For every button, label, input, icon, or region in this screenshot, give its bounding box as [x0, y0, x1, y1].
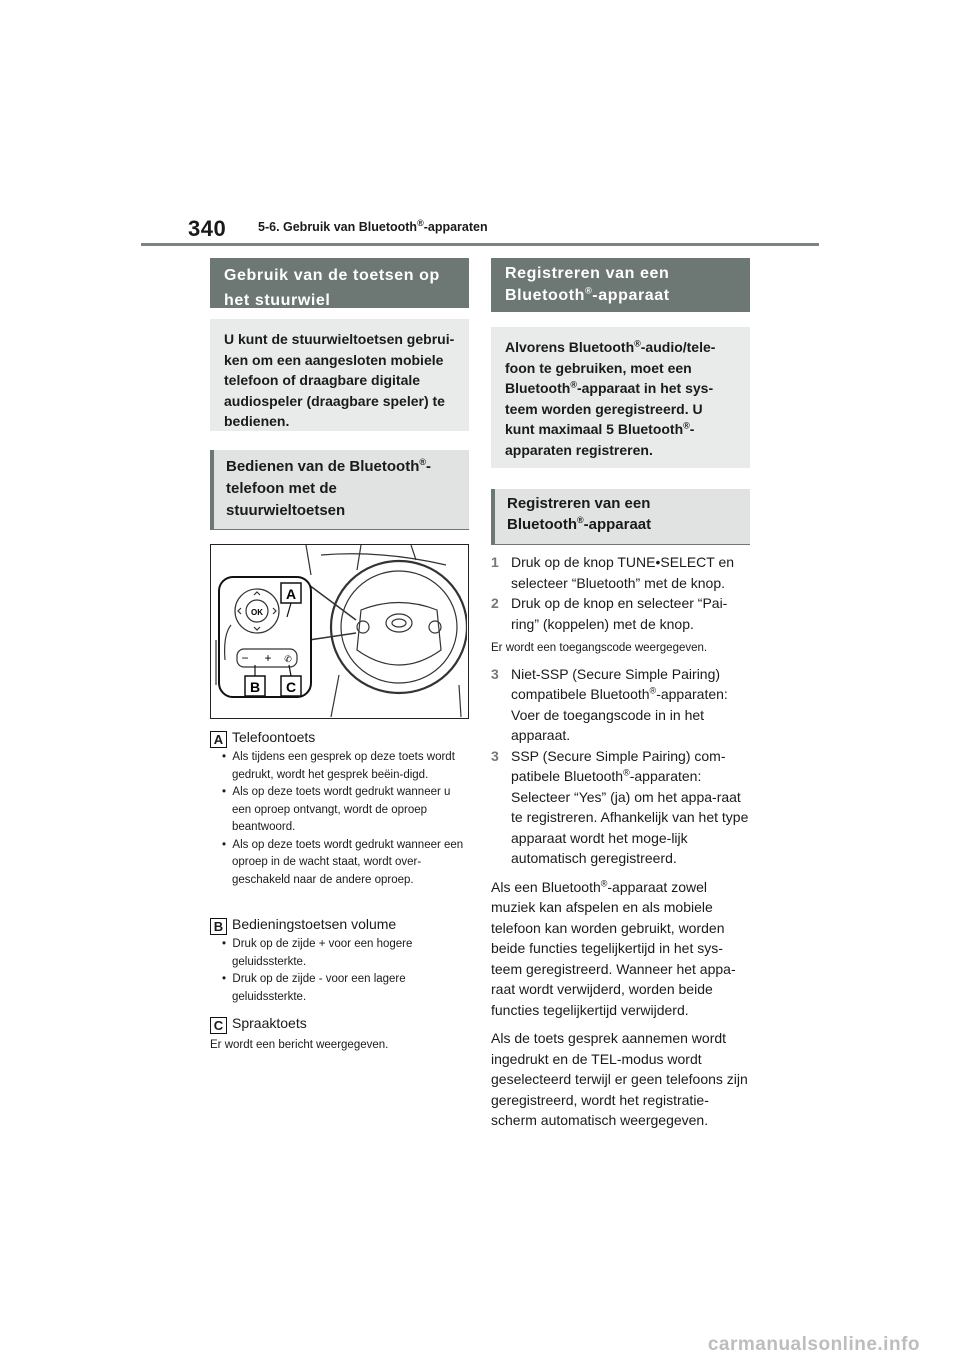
- callout-a: A: [285, 586, 297, 602]
- list-item: • Druk op de zijde - voor een lagere geluidssterkte.: [222, 973, 406, 1003]
- list-item: • Als op deze toets wordt gedrukt wanneer een oproep in de wacht staat, wordt over-geschakeld naar de andere oproep.: [222, 838, 464, 886]
- right-section-title: [491, 258, 750, 312]
- voice-icon: ✆: [284, 654, 292, 664]
- right-subtitle-line2: Bluetooth®-apparaat: [507, 515, 652, 533]
- right-intro: Alvorens Bluetooth®-audio/tele-foon te gebruiken, moet een Bluetooth®-apparaat in het sys-teem worden geregistreerd. U kunt maximaal 5 Bluetooth®-apparaten registreren.: [491, 327, 750, 468]
- header-rule: [141, 243, 819, 246]
- item-a: [210, 727, 469, 748]
- steering-wheel-figure: [210, 544, 469, 719]
- item-b-letter: B: [210, 918, 227, 935]
- right-section-title-line2: Bluetooth®-apparaat: [505, 285, 670, 304]
- callout-b: B: [249, 679, 261, 695]
- subsection-title: Bedienen van de Bluetooth®-telefoon met de stuurwieltoetsen: [210, 450, 469, 530]
- item-a-title: Telefoontoets: [232, 729, 316, 745]
- list-item: • Als tijdens een gesprek op deze toets wordt gedrukt, wordt het gesprek beëin-digd.: [222, 751, 455, 781]
- step-2: 2 Druk op de knop en selecteer “Pai-ring” (koppelen) met de knop.: [491, 595, 728, 632]
- chapter-title: 5-6. Gebruik van Bluetooth®-apparaten: [258, 217, 488, 234]
- item-c-note: Er wordt een bericht weergegeven.: [210, 1039, 389, 1051]
- item-c-letter: C: [210, 1017, 227, 1034]
- registration-steps: [491, 552, 753, 1131]
- step-3a: 3 Niet-SSP (Secure Simple Pairing) compatibele Bluetooth®-apparaten: Voer de toegangscode in in het apparaat.: [491, 665, 728, 743]
- item-c-title: Spraaktoets: [232, 1015, 307, 1031]
- paragraph-1: Als een Bluetooth®-apparaat zowel muziek kan afspelen en als mobiele telefoon kan worden gebruikt, worden beide functies tegelijkertijd in het sys-teem geregistreerd. Wanneer het appa-raat wordt verwijderd, worden beide functies tegelijkertijd verwijderd.: [491, 877, 736, 1018]
- list-item: • Als op deze toets wordt gedrukt wanneer u een oproep ontvangt, wordt de oproep beantwoord.: [222, 786, 451, 833]
- paragraph-2: Als de toets gesprek aannemen wordt ingedrukt en de TEL-modus wordt geselecteerd terwijl er geen telefoons zijn geregistreerd, wordt het registratie-scherm automatisch weergegeven.: [491, 1030, 748, 1128]
- plus-glyph: +: [264, 651, 272, 665]
- step-1: 1 Druk op de knop TUNE•SELECT en selecteer “Bluetooth” met de knop.: [491, 554, 735, 591]
- step-note: Er wordt een toegangscode weergegeven.: [491, 642, 708, 654]
- right-subsection-title: [491, 489, 750, 545]
- item-c: [210, 1013, 469, 1034]
- right-section-title-line1: Registreren van een: [505, 265, 670, 282]
- page-number: 340: [188, 216, 227, 241]
- ok-button-label: OK: [251, 608, 263, 617]
- step-3b: 3 SSP (Secure Simple Pairing) com-patibele Bluetooth®-apparaten: Selecteer “Yes” (ja) om het appa-raat te registreren. Afhankelijk van het type apparaat wordt het moge-lijk automatisch geregistreerd.: [491, 747, 749, 866]
- steering-wheel-illustration: [211, 545, 467, 717]
- list-item: • Druk op de zijde + voor een hogere geluidssterkte.: [222, 938, 413, 968]
- item-b: [210, 914, 469, 935]
- minus-glyph: −: [241, 651, 249, 665]
- item-b-title: Bedieningstoetsen volume: [232, 916, 397, 932]
- item-a-letter: A: [210, 731, 227, 748]
- section-title: Gebruik van de toetsen op het stuurwiel: [210, 258, 469, 308]
- right-subtitle-line1: Registreren van een: [507, 495, 651, 512]
- callout-c: C: [285, 679, 297, 695]
- watermark: carmanualsonline.info: [707, 1334, 920, 1355]
- item-b-bullets: [216, 936, 471, 1006]
- item-a-bullets: [216, 749, 471, 889]
- section-intro: U kunt de stuurwieltoetsen gebrui-ken om een aangesloten mobiele telefoon of draagbare digitale audiospeler (draagbare speler) te bedienen.: [210, 319, 469, 431]
